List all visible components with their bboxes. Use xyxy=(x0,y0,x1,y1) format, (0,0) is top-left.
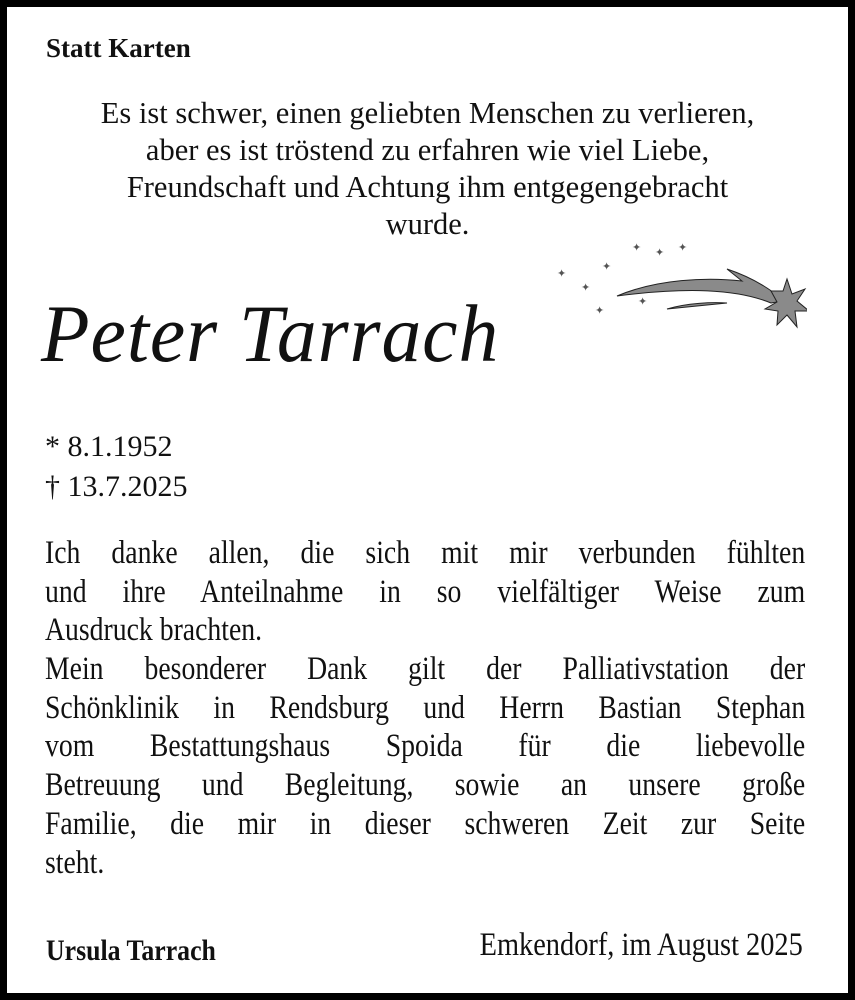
thank-you-text xyxy=(45,534,805,882)
body-line: und ihre Anteilnahme in so vielfältiger Weise zum xyxy=(45,573,806,610)
death-date-row xyxy=(45,467,188,507)
svg-text:✦: ✦ xyxy=(557,267,567,280)
birth-date: 8.1.1952 xyxy=(67,430,173,463)
body-line: steht. xyxy=(45,844,105,881)
deceased-name: Peter Tarrach xyxy=(41,288,500,379)
body-line: Ich danke allen, die sich mit mir verbunden fühlten xyxy=(45,535,806,571)
body-line: Mein besonderer Dank gilt der Palliativstation der xyxy=(45,651,806,688)
svg-text:✦: ✦ xyxy=(595,304,605,317)
shooting-star-icon xyxy=(547,239,807,339)
body-line: vom Bestattungshaus Spoida für die liebevolle xyxy=(45,728,806,765)
body-line: Ausdruck brachten. xyxy=(45,612,263,649)
cross-icon: † xyxy=(45,470,60,503)
quote-line: Es ist schwer, einen geliebten Menschen zu verlieren, xyxy=(100,96,755,130)
birth-date-row xyxy=(45,427,188,467)
body-line: Familie, die mir in dieser schweren Zeit zur Seite xyxy=(45,805,806,842)
svg-text:✦: ✦ xyxy=(581,281,591,294)
svg-text:✦: ✦ xyxy=(602,260,612,273)
svg-text:✦: ✦ xyxy=(678,241,688,254)
svg-text:✦: ✦ xyxy=(655,246,665,259)
death-date: 13.7.2025 xyxy=(67,470,188,503)
obituary-notice xyxy=(7,7,848,993)
quote-line: Freundschaft und Achtung ihm entgegengebracht xyxy=(126,170,729,204)
notice-header: Statt Karten xyxy=(46,33,191,63)
body-line: Betreuung und Begleitung, sowie an unsere große xyxy=(45,767,806,804)
body-line: Schönklinik in Rendsburg und Herrn Bastian Stephan xyxy=(45,689,806,726)
birth-star-icon: * xyxy=(45,430,60,463)
place-and-date: Emkendorf, im August 2025 xyxy=(479,927,803,963)
quote-line: aber es ist tröstend zu erfahren wie viel Liebe, xyxy=(145,133,710,167)
life-dates xyxy=(45,427,188,507)
quote-line: wurde. xyxy=(385,207,470,241)
signature: Ursula Tarrach xyxy=(46,934,216,967)
memorial-quote xyxy=(7,95,848,243)
svg-text:✦: ✦ xyxy=(632,241,642,254)
svg-text:✦: ✦ xyxy=(638,295,648,308)
